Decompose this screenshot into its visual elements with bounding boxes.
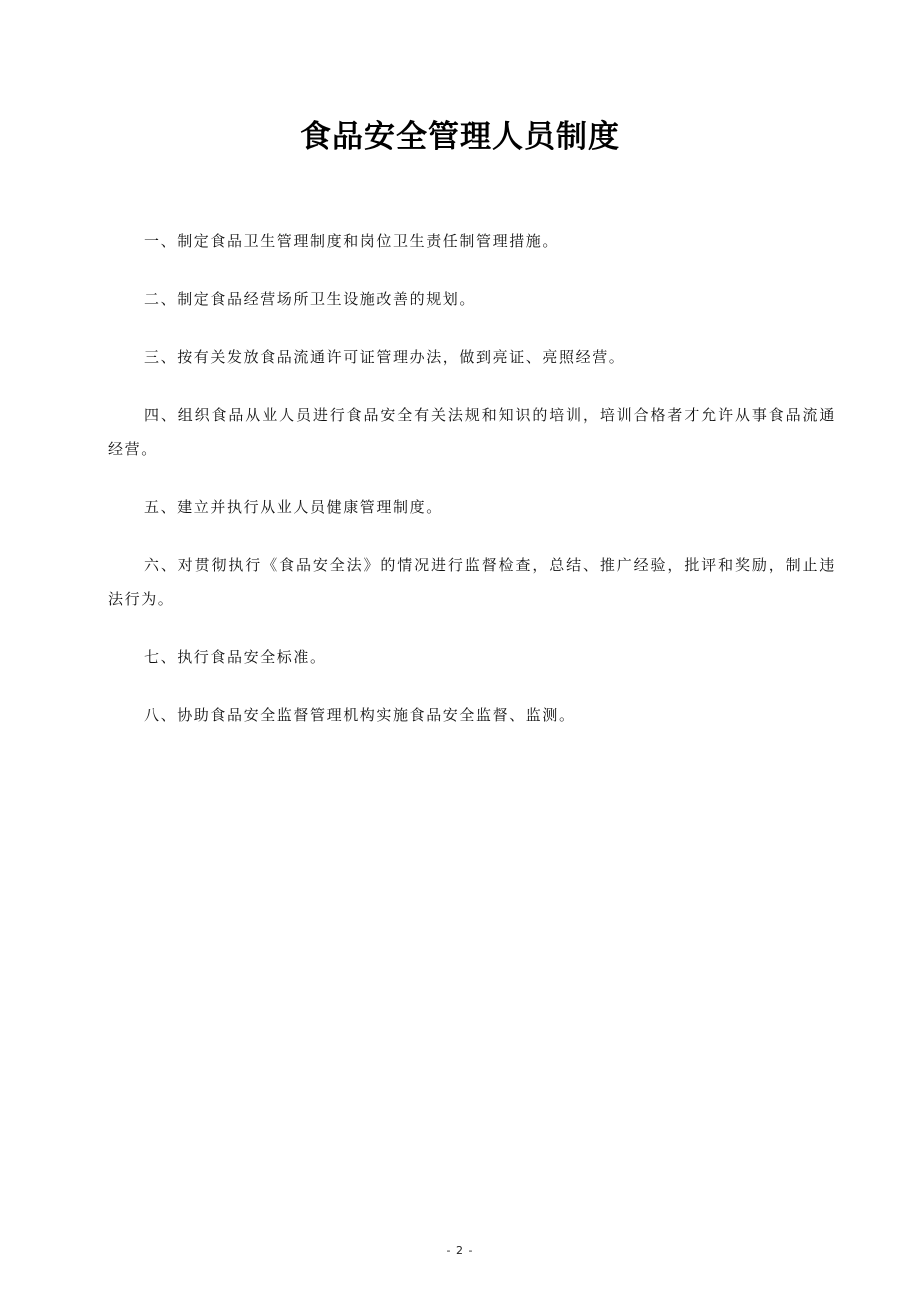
paragraph-5: 五、建立并执行从业人员健康管理制度。: [144, 498, 443, 516]
paragraph-4: 四、组织食品从业人员进行食品安全有关法规和知识的培训，培训合格者才允许从事食品流通经营。: [108, 406, 836, 458]
paragraph-2: 二、制定食品经营场所卫生设施改善的规划。: [144, 290, 477, 308]
paragraph-6: 六、对贯彻执行《食品安全法》的情况进行监督检查，总结、推广经验，批评和奖励，制止违法行为。: [108, 556, 836, 608]
paragraph-3: 三、按有关发放食品流通许可证管理办法，做到亮证、亮照经营。: [144, 348, 626, 366]
paragraph-7: 七、执行食品安全标准。: [144, 648, 327, 666]
paragraph-8: 八、协助食品安全监督管理机构实施食品安全监督、监测。: [144, 706, 576, 724]
document-body: [108, 224, 836, 756]
page-number: - 2 -: [446, 1244, 474, 1257]
document-title: 食品安全管理人员制度: [300, 119, 620, 155]
paragraph-1: 一、制定食品卫生管理制度和岗位卫生责任制管理措施。: [144, 232, 560, 250]
